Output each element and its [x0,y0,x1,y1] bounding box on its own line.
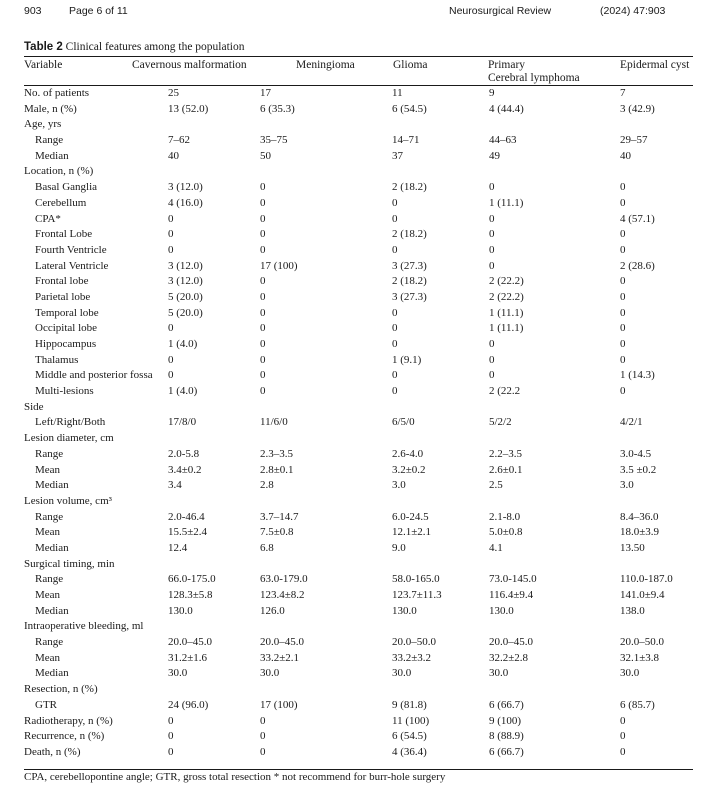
cell-lymphoma: 30.0 [489,667,509,680]
cell-cavernous: 7–62 [168,134,190,147]
cell-epidermal: 4 (57.1) [620,212,655,225]
cell-epidermal: 40 [620,149,631,162]
cell-cavernous: 1 (4.0) [168,338,198,350]
cell-meningioma: 17 (100) [260,259,298,272]
cell-cavernous: 0 [168,730,174,743]
cell-epidermal: 3 (42.9) [620,102,655,115]
cell-lymphoma: 44–63 [489,134,517,147]
cell-cavernous: 0 [168,322,174,335]
table-row [24,117,693,133]
journal-name: Neurosurgical Review [449,5,552,17]
table-row [24,588,693,604]
cell-glioma: 9 (81.8) [392,698,427,711]
cell-cavernous: 0 [168,212,174,225]
cell-cavernous: 25 [168,87,179,99]
cell-glioma: 11 (100) [392,714,430,727]
cell-lymphoma: 8 (88.9) [489,730,524,743]
table-row [24,306,693,322]
row-label: Range [35,447,64,460]
cell-glioma: 3 (27.3) [392,290,427,303]
cell-lymphoma: 2 (22.2 [489,385,521,398]
cell-glioma: 33.2±3.2 [392,651,432,664]
cell-glioma: 2 (18.2) [392,228,427,241]
table-caption [24,41,245,53]
table-row [24,447,693,463]
cell-epidermal: 0 [620,181,626,194]
cell-meningioma: 0 [260,353,266,366]
row-label: Cerebellum [35,196,87,209]
cell-meningioma: 20.0–45.0 [260,636,304,649]
cell-lymphoma: 49 [489,149,500,162]
cell-lymphoma: 2.5 [489,479,503,492]
cell-meningioma: 33.2±2.1 [260,651,300,664]
table-row [24,635,693,651]
cell-cavernous: 3.4±0.2 [168,463,202,476]
cell-lymphoma: 5.0±0.8 [489,526,523,539]
cell-cavernous: 3.4 [168,479,182,492]
row-label: Median [35,149,69,162]
cell-epidermal: 0 [620,730,626,743]
cell-meningioma: 0 [260,714,266,727]
row-label: Hippocampus [35,338,97,350]
cell-meningioma: 35–75 [260,134,288,147]
cell-glioma: 0 [392,338,398,350]
cell-epidermal: 0 [620,196,626,209]
cell-lymphoma: 2.2–3.5 [489,447,522,460]
cell-glioma: 4 (36.4) [392,745,427,758]
table-body [24,86,693,761]
cell-epidermal: 32.1±3.8 [620,651,660,664]
table-row [24,212,693,228]
table-row [24,698,693,714]
cell-epidermal: 29–57 [620,134,648,147]
cell-cavernous: 3 (12.0) [168,275,203,288]
cell-cavernous: 5 (20.0) [168,306,203,319]
column-header-epidermal: Epidermal cyst [620,59,690,71]
cell-lymphoma: 2.1-8.0 [489,510,521,523]
cell-meningioma: 50 [260,149,271,162]
cell-lymphoma: 0 [489,369,495,382]
cell-glioma: 0 [392,385,398,398]
cell-glioma: 3.0 [392,479,406,492]
cell-glioma: 1 (9.1) [392,353,422,366]
cell-epidermal: 110.0-187.0 [620,573,673,586]
row-label: Location, n (%) [24,165,94,178]
column-header-glioma: Glioma [393,59,428,71]
table-caption-title: Clinical features among the population [65,41,245,53]
cell-meningioma: 11/6/0 [260,416,288,429]
table-row [24,400,693,416]
row-label: Median [35,479,69,492]
table-row [24,290,693,306]
row-label: Recurrence, n (%) [24,730,105,743]
table-row [24,243,693,259]
cell-lymphoma: 0 [489,353,495,366]
cell-glioma: 123.7±11.3 [392,589,442,601]
cell-cavernous: 12.4 [168,541,188,554]
row-label: Frontal lobe [35,275,89,288]
cell-glioma: 0 [392,212,398,225]
cell-epidermal: 8.4–36.0 [620,510,659,523]
table-row [24,259,693,275]
journal-citation: (2024) 47:903 [600,5,666,17]
table-row [24,415,693,431]
cell-lymphoma: 2 (22.2) [489,290,524,303]
cell-lymphoma: 73.0-145.0 [489,573,537,586]
cell-cavernous: 2.0-46.4 [168,510,205,523]
cell-glioma: 6/5/0 [392,416,415,429]
table-footnote: CPA, cerebellopontine angle; GTR, gross total resection * not recommend for burr-hole surgery [24,771,446,783]
cell-meningioma: 2.8±0.1 [260,463,294,476]
table-row [24,180,693,196]
cell-glioma: 6 (54.5) [392,102,427,115]
cell-lymphoma: 32.2±2.8 [489,651,529,664]
cell-glioma: 130.0 [392,604,417,617]
cell-cavernous: 15.5±2.4 [168,526,208,539]
cell-meningioma: 17 (100) [260,698,298,711]
row-label: Fourth Ventricle [35,243,107,256]
cell-cavernous: 20.0–45.0 [168,636,212,649]
table-row [24,729,693,745]
row-label: Median [35,667,69,680]
cell-meningioma: 2.3–3.5 [260,447,293,460]
cell-cavernous: 13 (52.0) [168,102,209,115]
cell-glioma: 6.0-24.5 [392,510,429,523]
row-label: Death, n (%) [24,745,81,758]
cell-cavernous: 0 [168,243,174,256]
row-label: Radiotherapy, n (%) [24,714,113,727]
cell-lymphoma: 9 [489,87,495,99]
row-label: Mean [35,526,61,539]
cell-epidermal: 0 [620,275,626,288]
table-row [24,651,693,667]
cell-meningioma: 0 [260,212,266,225]
row-label: Range [35,573,64,586]
cell-meningioma: 17 [260,87,271,99]
row-label: Temporal lobe [35,306,99,319]
row-label: Range [35,636,64,649]
cell-epidermal: 1 (14.3) [620,369,655,382]
cell-meningioma: 6 (35.3) [260,102,295,115]
row-label: Range [35,134,64,147]
cell-cavernous: 5 (20.0) [168,290,203,303]
cell-cavernous: 128.3±5.8 [168,589,213,601]
row-label: Range [35,510,64,523]
cell-epidermal: 13.50 [620,541,645,554]
cell-lymphoma: 6 (66.7) [489,698,524,711]
cell-cavernous: 66.0-175.0 [168,573,216,586]
row-label: Surgical timing, min [24,557,115,570]
cell-glioma: 14–71 [392,134,420,147]
cell-cavernous: 24 (96.0) [168,698,209,711]
row-label: Age, yrs [24,118,62,131]
table-row [24,463,693,479]
cell-lymphoma: 2.6±0.1 [489,463,523,476]
row-label: Frontal Lobe [35,228,93,241]
row-label: GTR [35,698,57,711]
cell-glioma: 9.0 [392,541,406,554]
cell-glioma: 11 [392,87,403,99]
row-label: Occipital lobe [35,322,98,335]
cell-cavernous: 0 [168,353,174,366]
row-label: Multi-lesions [35,385,94,398]
cell-meningioma: 0 [260,369,266,382]
cell-epidermal: 0 [620,306,626,319]
column-header-lymphoma [488,59,580,85]
cell-glioma: 30.0 [392,667,412,680]
cell-lymphoma: 0 [489,181,495,194]
table-row [24,196,693,212]
row-label: Parietal lobe [35,290,91,303]
cell-meningioma: 0 [260,275,266,288]
table-row [24,274,693,290]
table-row [24,321,693,337]
row-label: Male, n (%) [24,102,77,115]
table-row [24,666,693,682]
cell-meningioma: 0 [260,196,266,209]
cell-cavernous: 0 [168,228,174,241]
row-label: No. of patients [24,87,90,99]
row-label: Resection, n (%) [24,683,98,696]
table-row [24,619,693,635]
row-label: Mean [35,463,61,476]
column-header-variable: Variable [24,59,63,71]
cell-lymphoma: 6 (66.7) [489,745,524,758]
column-header-cavernous: Cavernous malformation [132,59,247,71]
cell-epidermal: 0 [620,338,626,350]
table-row [24,431,693,447]
cell-epidermal: 20.0–50.0 [620,636,664,649]
cell-lymphoma: 1 (11.1) [489,306,524,319]
row-label: Middle and posterior fossa [35,369,153,382]
cell-epidermal: 0 [620,243,626,256]
cell-lymphoma: 0 [489,228,495,241]
cell-epidermal: 4/2/1 [620,416,643,429]
table-row [24,604,693,620]
cell-cavernous: 0 [168,714,174,727]
column-header-lymphoma-line1: Primary [488,59,526,71]
cell-cavernous: 30.0 [168,667,188,680]
cell-epidermal: 138.0 [620,604,645,617]
row-label: Median [35,604,69,617]
cell-epidermal: 0 [620,385,626,398]
cell-glioma: 3.2±0.2 [392,463,426,476]
cell-lymphoma: 4 (44.4) [489,102,524,115]
cell-lymphoma: 5/2/2 [489,416,512,429]
cell-lymphoma: 0 [489,338,495,350]
cell-glioma: 0 [392,196,398,209]
table-row [24,384,693,400]
table-row [24,102,693,118]
cell-meningioma: 0 [260,385,266,398]
cell-meningioma: 0 [260,322,266,335]
cell-glioma: 37 [392,149,403,162]
table-row [24,133,693,149]
table-row [24,353,693,369]
cell-glioma: 2 (18.2) [392,275,427,288]
cell-cavernous: 4 (16.0) [168,196,203,209]
table-row [24,525,693,541]
row-label: Intraoperative bleeding, ml [24,620,144,633]
cell-cavernous: 2.0-5.8 [168,447,200,460]
cell-meningioma: 6.8 [260,541,274,554]
cell-epidermal: 0 [620,353,626,366]
row-label: Median [35,541,69,554]
table-top-rule [24,56,693,57]
row-label: Lesion diameter, cm [24,432,114,445]
cell-lymphoma: 130.0 [489,604,514,617]
cell-epidermal: 3.0 [620,479,634,492]
cell-glioma: 2 (18.2) [392,181,427,194]
cell-glioma: 20.0–50.0 [392,636,436,649]
cell-lymphoma: 0 [489,259,495,272]
table-row [24,149,693,165]
table-row [24,337,693,353]
cell-meningioma: 0 [260,228,266,241]
table-row [24,510,693,526]
cell-meningioma: 0 [260,745,266,758]
cell-lymphoma: 20.0–45.0 [489,636,533,649]
cell-glioma: 0 [392,322,398,335]
cell-epidermal: 30.0 [620,667,640,680]
cell-epidermal: 0 [620,228,626,241]
cell-meningioma: 3.7–14.7 [260,510,299,523]
cell-glioma: 2.6-4.0 [392,447,424,460]
cell-lymphoma: 0 [489,212,495,225]
cell-glioma: 0 [392,369,398,382]
cell-cavernous: 31.2±1.6 [168,651,208,664]
cell-lymphoma: 1 (11.1) [489,196,524,209]
table-row [24,478,693,494]
cell-cavernous: 3 (12.0) [168,259,203,272]
cell-cavernous: 1 (4.0) [168,385,198,398]
cell-meningioma: 2.8 [260,479,274,492]
cell-glioma: 12.1±2.1 [392,526,432,539]
cell-glioma: 3 (27.3) [392,259,427,272]
cell-lymphoma: 0 [489,243,495,256]
cell-meningioma: 126.0 [260,604,285,617]
cell-meningioma: 0 [260,730,266,743]
cell-meningioma: 0 [260,181,266,194]
cell-cavernous: 0 [168,745,174,758]
table-row [24,494,693,510]
cell-epidermal: 3.0-4.5 [620,447,652,460]
row-label: Thalamus [35,353,79,366]
cell-meningioma: 123.4±8.2 [260,589,305,601]
table-row [24,682,693,698]
row-label: CPA* [35,212,61,225]
table-caption-label: Table 2 [24,41,63,53]
cell-cavernous: 17/8/0 [168,416,197,429]
row-label: Mean [35,651,61,664]
cell-glioma: 0 [392,306,398,319]
cell-lymphoma: 1 (11.1) [489,322,524,335]
table-row [24,745,693,761]
cell-lymphoma: 2 (22.2) [489,275,524,288]
table-row [24,572,693,588]
cell-cavernous: 0 [168,369,174,382]
row-label: Mean [35,589,61,601]
cell-cavernous: 130.0 [168,604,193,617]
table-row [24,557,693,573]
table-row [24,227,693,243]
table-row [24,164,693,180]
cell-epidermal: 0 [620,714,626,727]
cell-epidermal: 0 [620,290,626,303]
cell-epidermal: 0 [620,322,626,335]
table-bottom-rule [24,769,693,770]
column-header-lymphoma-line2: Cerebral lymphoma [488,72,580,84]
cell-cavernous: 40 [168,149,179,162]
column-header-meningioma: Meningioma [296,59,355,71]
table-row [24,541,693,557]
cell-epidermal: 7 [620,87,626,99]
row-label: Lesion volume, cm³ [24,494,112,507]
row-label: Lateral Ventricle [35,259,109,272]
cell-epidermal: 3.5 ±0.2 [620,463,657,476]
cell-glioma: 0 [392,243,398,256]
page-number: 903 [24,5,42,17]
cell-epidermal: 6 (85.7) [620,698,655,711]
cell-epidermal: 18.0±3.9 [620,526,660,539]
cell-cavernous: 3 (12.0) [168,181,203,194]
cell-epidermal: 0 [620,745,626,758]
table-row [24,368,693,384]
cell-meningioma: 30.0 [260,667,280,680]
cell-meningioma: 7.5±0.8 [260,526,294,539]
row-label: Basal Ganglia [35,181,98,194]
cell-meningioma: 0 [260,338,266,350]
cell-meningioma: 0 [260,306,266,319]
cell-lymphoma: 116.4±9.4 [489,589,534,601]
cell-lymphoma: 4.1 [489,541,503,554]
row-label: Side [24,400,44,413]
cell-glioma: 6 (54.5) [392,730,427,743]
cell-lymphoma: 9 (100) [489,714,522,727]
cell-epidermal: 2 (28.6) [620,259,655,272]
cell-meningioma: 0 [260,290,266,303]
table-row [24,714,693,730]
page-header [0,5,717,21]
cell-meningioma: 0 [260,243,266,256]
page-label: Page 6 of 11 [69,5,128,17]
table-row [24,86,693,102]
cell-epidermal: 141.0±9.4 [620,589,665,601]
cell-meningioma: 63.0-179.0 [260,573,308,586]
row-label: Left/Right/Both [35,416,106,429]
cell-glioma: 58.0-165.0 [392,573,440,586]
